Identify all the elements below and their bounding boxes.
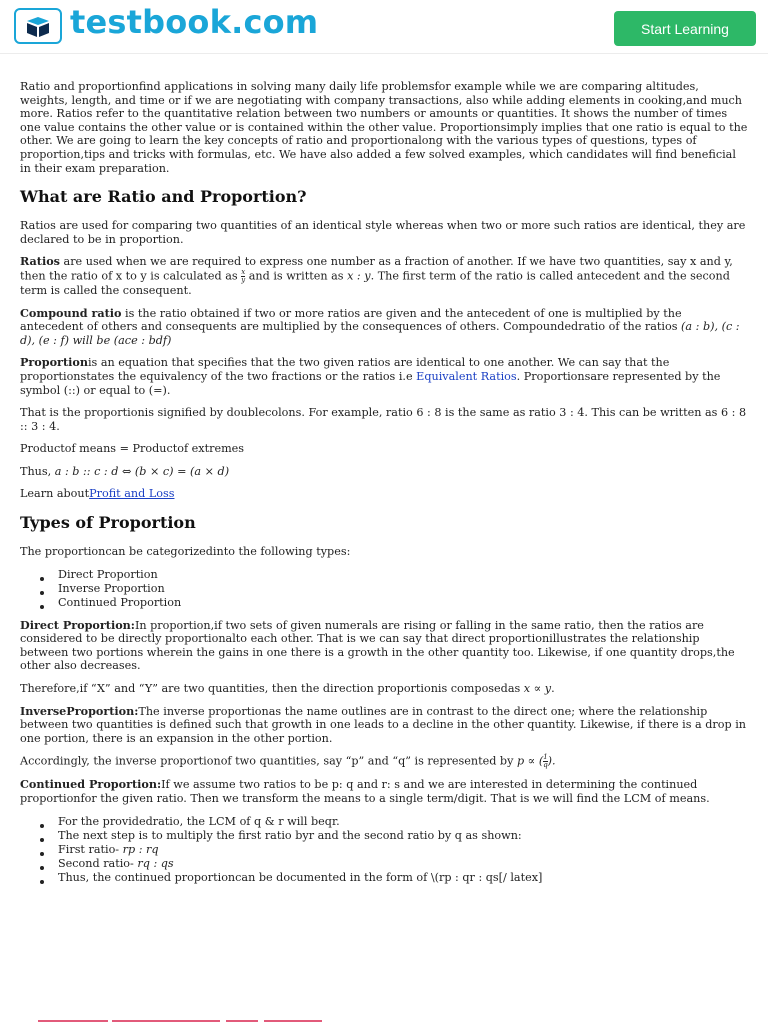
proportion-paragraph bbox=[20, 356, 748, 397]
list-item bbox=[20, 871, 748, 885]
fraction-denominator: y bbox=[241, 275, 246, 284]
intro-paragraph: Ratio and proportionfind applications in solving many daily life problemsfor example while we are comparing altitudes, weights, length, and time or if we are negotiating with company transactions, also while adding elements in cooking,and much more. Ratios refer to the quantitative relation between two numbers or amounts or quantities. It shows the number of times one value contains the other value or is contained within the other value. Proportionsimply implies that one ratio is equal to the other. We are going to learn the key concepts of ratio and proportionalong with the various types of questions, types of proportion,tips and tricks with formulas, etc. We have also added a few solved examples, which candidates will find beneficial in their exam preparation. bbox=[20, 80, 748, 175]
continued-proportion-text: If we assume two ratios to be p: q and r: s and we are interested in determining the continued proportionfor the given ratio. Then we transform the means to a single term/digit. That is we will find the LCM of means. bbox=[20, 778, 710, 805]
footer-divider bbox=[226, 1020, 258, 1022]
therefore-text: Therefore,if “X” and “Y” are two quantities, then the direction proportionis composedas bbox=[20, 682, 524, 696]
ratios-definition-paragraph bbox=[20, 255, 748, 297]
types-intro-paragraph: The proportioncan be categorizedinto the following types: bbox=[20, 545, 351, 559]
step-text: Thus, the continued proportioncan be documented in the form of \(rp : qr : qs[/ latex] bbox=[58, 870, 543, 884]
ratios-text-c: . The first term of the ratio is called antecedent and the second term is called the consequent. bbox=[20, 269, 730, 297]
inverse-formula-b: ). bbox=[547, 754, 556, 768]
proportion-types-list bbox=[20, 568, 748, 610]
article-body bbox=[20, 80, 748, 894]
accordingly-text: Accordingly, the inverse proportionof two quantities, say “p” and “q” is represented by bbox=[20, 754, 517, 768]
thus-paragraph bbox=[20, 465, 748, 479]
inverse-proportion-term: InverseProportion: bbox=[20, 703, 139, 718]
fraction-numerator: 1 bbox=[543, 753, 548, 762]
list-item bbox=[20, 857, 748, 871]
list-item: Continued Proportion bbox=[20, 596, 748, 610]
logo-icon[interactable] bbox=[14, 8, 62, 44]
continued-proportion-paragraph bbox=[20, 778, 748, 805]
step-text: First ratio- bbox=[58, 842, 123, 856]
logo-text[interactable]: testbook.com bbox=[70, 3, 319, 41]
continued-proportion-term: Continued Proportion: bbox=[20, 777, 162, 792]
continued-steps-list bbox=[20, 815, 748, 885]
section-heading-types-of-proportion: Types of Proportion bbox=[20, 513, 196, 533]
direct-proportion-text: In proportion,if two sets of given numerals are rising or falling in the same ratio, then the ratios are considered to be directly proportionalto each other. That is we can say that direct proportionillustrates the relationship between two portions wherein the gains in one there is a growth in the other quantity too. Likewise, if one quantity drops,the other also decreases. bbox=[20, 618, 735, 673]
equivalent-ratios-link[interactable]: Equivalent Ratios bbox=[416, 369, 517, 383]
step-text: Second ratio- bbox=[58, 856, 138, 870]
ratios-text-a: are used when we are required to express one number as a fraction of another. If we have two quantities, say x and y, then the ratio of x to y is calculated as bbox=[20, 255, 733, 283]
step-formula: rq : qs bbox=[137, 856, 174, 870]
footer-divider bbox=[112, 1020, 220, 1022]
list-item: Direct Proportion bbox=[20, 568, 748, 582]
direct-proportion-paragraph bbox=[20, 619, 748, 673]
list-item bbox=[20, 843, 748, 857]
site-header bbox=[0, 0, 768, 54]
direct-proportion-term: Direct Proportion: bbox=[20, 617, 135, 632]
ratio-notation: x : y bbox=[347, 269, 371, 283]
thus-label: Thus, bbox=[20, 464, 55, 478]
accordingly-paragraph bbox=[20, 754, 748, 769]
learn-about-label: Learn about bbox=[20, 487, 90, 501]
step-text: The next step is to multiply the first ratio byr and the second ratio by q as shown: bbox=[58, 828, 522, 842]
list-item: Inverse Proportion bbox=[20, 582, 748, 596]
fraction-denominator: q bbox=[543, 761, 548, 770]
ratios-intro-paragraph: Ratios are used for comparing two quantities of an identical style whereas when two or more such ratios are identical, they are declared to be in proportion. bbox=[20, 219, 746, 246]
step-text: For the providedratio, the LCM of q & r will beqr. bbox=[58, 814, 340, 828]
therefore-paragraph: Therefore,if “X” and “Y” are two quantities, then the direction proportionis composedas x ∝ y. bbox=[20, 682, 555, 696]
compound-ratio-term: Compound ratio bbox=[20, 305, 122, 320]
proportion-text-b: . Proportionsare represented by the symbol (::) or equal to (=). bbox=[20, 369, 721, 397]
proportion-formula: a : b :: c : d ⇔ (b × c) = (a × d) bbox=[54, 464, 230, 478]
inverse-proportion-text: The inverse proportionas the name outlines are in contrast to the direct one; where the relationship between two quantities is defined such that growth in one leads to a decline in the other quantity. Likewise, if there is a drop in one portion, there is an expansion in the other portion. bbox=[20, 704, 746, 745]
ratios-text-b: and is written as bbox=[245, 269, 348, 283]
direct-proportion-formula: x ∝ y bbox=[523, 682, 552, 696]
product-means-paragraph: Productof means = Productof extremes bbox=[20, 442, 245, 456]
footer-divider bbox=[38, 1020, 108, 1022]
fraction-numerator: x bbox=[241, 267, 246, 276]
profit-and-loss-link[interactable]: Profit and Loss bbox=[89, 487, 175, 501]
step-formula: rp : rq bbox=[122, 842, 159, 856]
start-learning-button[interactable]: Start Learning bbox=[614, 11, 756, 46]
inverse-proportion-paragraph bbox=[20, 705, 748, 746]
list-item bbox=[20, 815, 748, 829]
proportion-term: Proportion bbox=[20, 355, 88, 370]
ratios-term: Ratios bbox=[20, 254, 60, 269]
footer-divider bbox=[264, 1020, 322, 1022]
learn-about-paragraph bbox=[20, 487, 748, 501]
proportion-text-a: is an equation that specifies that the two given ratios are identical to one another. We can say that the proportionstates the equivalency of the two fractions or the ratios i.e bbox=[20, 356, 670, 383]
inverse-formula-a: p ∝ ( bbox=[516, 754, 544, 768]
compound-ratio-paragraph bbox=[20, 307, 748, 348]
list-item bbox=[20, 829, 748, 843]
double-colon-paragraph: That is the proportionis signified by doublecolons. For example, ratio 6 : 8 is the same as ratio 3 : 4. This can be written as 6 : 8 :: 3 : 4. bbox=[20, 406, 747, 433]
section-heading-ratio-proportion: What are Ratio and Proportion? bbox=[20, 187, 307, 207]
compound-ratio-text: is the ratio obtained if two or more ratios are given and the antecedent of one is multiplied by the antecedent of others and consequents are multiplied by the consequences of others. Compoundedratio of the ratios bbox=[20, 306, 682, 334]
compound-ratio-formula: (a : b), (c : d), (e : f) will be (ace : bdf) bbox=[20, 320, 740, 347]
